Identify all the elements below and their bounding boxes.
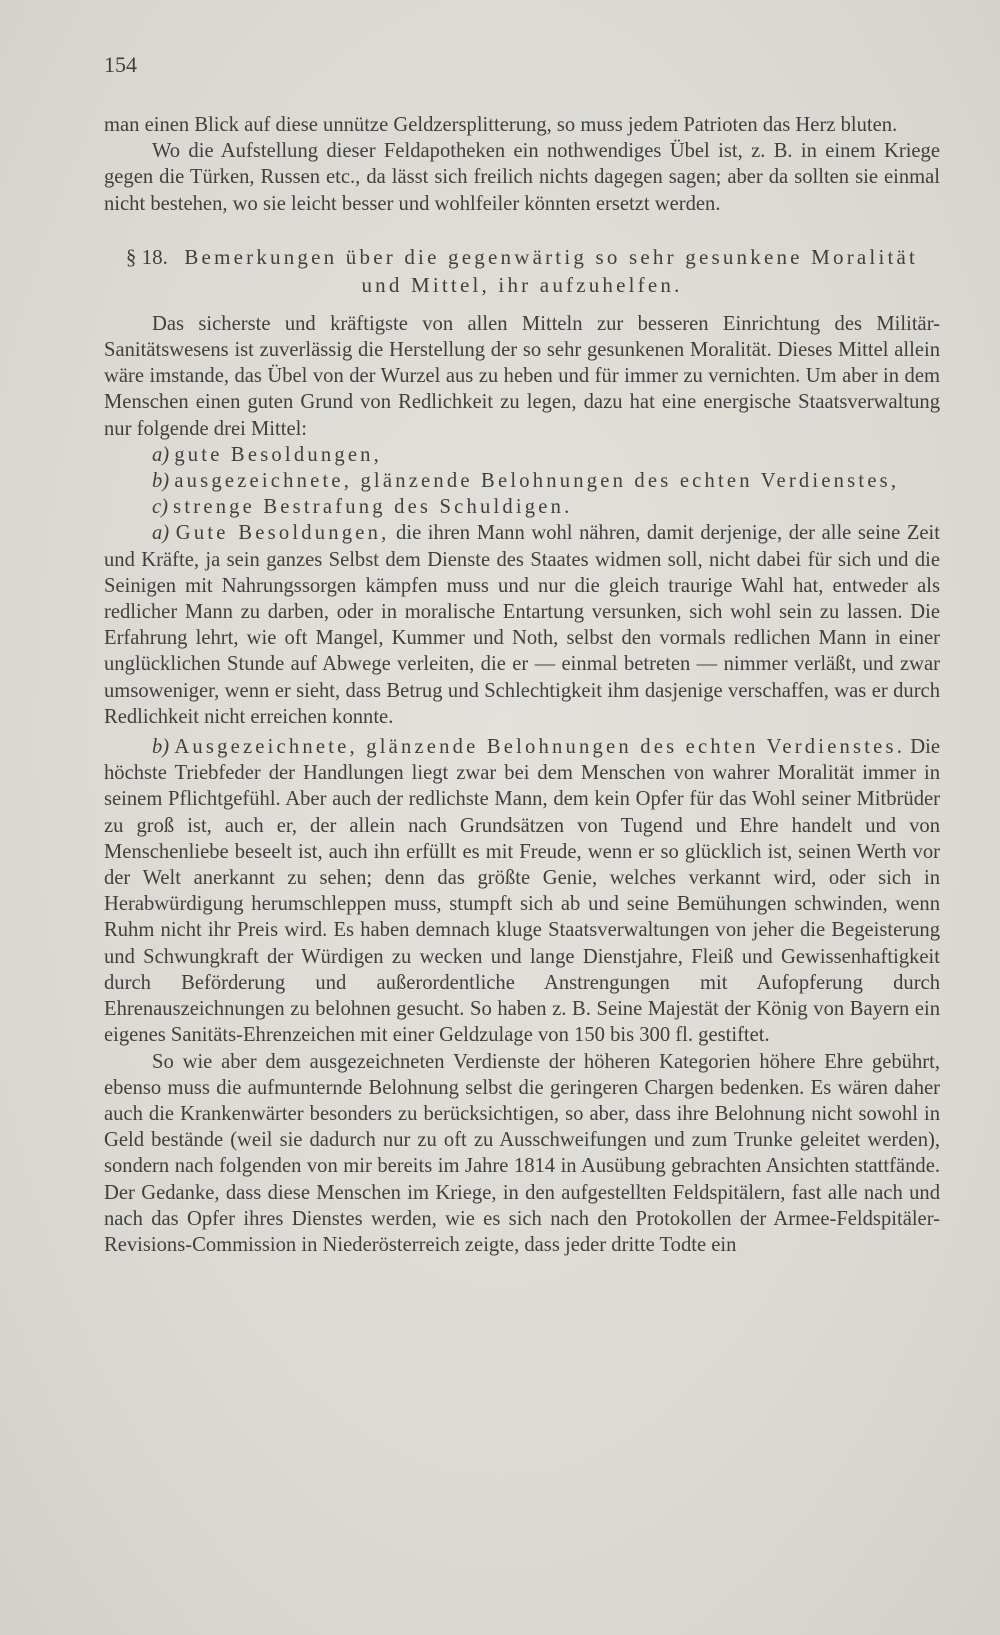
paragraph-lead: Ausgezeichnete, glänzende Belohnungen des echten Verdienstes. bbox=[174, 736, 906, 759]
page-number: 154 bbox=[104, 52, 137, 77]
paragraph-krankenwaerter: So wie aber dem ausgezeichneten Verdienste der höheren Kategorien höhere Ehre gebührt, ebenso muss die aufmunternde Belohnung selbst die geringeren Chargen bedenken. Es wären daher auch die Krankenwärter besonders zu berücksichtigen, so aber, dass ihre Belohnung nicht sowohl in Geld bestände (weil sie dadurch nur zu oft zu Ausschweifungen und zum Trunke geleitet werden), sondern nach folgenden von mir bereits im Jahre 1814 in Ausübung gebrachten Ansichten stattfände. Der Gedanke, dass diese Menschen im Kriege, in den aufgestellten Feldspitälern, fast alle nach und nach das Opfer ihres Dienstes werden, wie es sich nach den Protokollen der Armee-Feldspitäler-Revisions-Commission in Niederösterreich zeigte, dass jeder dritte Todte ein bbox=[104, 1050, 940, 1256]
list-item bbox=[104, 468, 940, 494]
list-text: strenge Bestrafung des Schuldigen. bbox=[173, 496, 573, 519]
paragraph-continuation: man einen Blick auf diese unnütze Geldzersplitterung, so muss jedem Patrioten das Herz bluten. bbox=[104, 114, 898, 136]
list-label: a) bbox=[152, 443, 170, 466]
section-heading bbox=[104, 243, 940, 299]
paragraph-text: die ihren Mann wohl nähren, damit derjenige, der alle seine Zeit und Kräfte, ja sein ganzes Selbst dem Dienste des Staates widmen soll, nicht dabei für sich und die Seinigen mit Nahrungssorgen kämpfen muss und nur die gleich traurige Wahl hat, entweder als redlicher Mann zu darben, oder in moralische Entartung versunken, sich wohl sein zu lassen. Die Erfahrung lehrt, wie oft Mangel, Kummer und Noth, selbst den vormals redlichen Mann in einer unglücklichen Stunde auf Abwege verleiten, die er — einmal betreten — nimmer verläßt, und zwar umsoweniger, wenn er sieht, dass Betrug und Schlechtigkeit ihm dasjenige verschaffen, was er durch Redlichkeit nicht erreichen konnte. bbox=[104, 522, 940, 728]
paragraph-label: b) bbox=[152, 736, 170, 759]
paragraph-besoldungen bbox=[104, 520, 940, 730]
paragraph-intro: Das sicherste und kräftigste von allen Mitteln zur besseren Einrichtung des Militär-Sanitätswesens ist zuverlässig die Herstellung der so sehr gesunkenen Moralität. Dieses Mittel allein wäre imstande, das Übel von der Wurzel aus zu heben und für immer zu vernichten. Um aber in dem Menschen einen guten Grund von Redlichkeit zu legen, dazu hat eine energische Staatsverwaltung nur folgende drei Mittel: bbox=[104, 312, 940, 440]
paragraph-text: Die höchste Triebfeder der Handlungen liegt zwar bei dem Menschen von wahrer Moralität immer in seinem Pflichtgefühl. Aber auch der redlichste Mann, dem kein Opfer für das Wohl seiner Mitbrüder zu groß ist, auch er, der allein nach Grundsätzen von Tugend und Ehre handelt und von Menschenliebe beseelt ist, auch ihn erfüllt es mit Freude, wenn er so glücklich ist, seinen Werth vor der Welt anerkannt zu sehen; denn das größte Genie, welches verkannt wird, oder sich in Herabwürdigung herumschleppen muss, stumpft sich ab und seine Bemühungen schwinden, wenn Ruhm nicht ihr Preis wird. Es haben demnach kluge Staatsverwaltungen von jeher die Begeisterung und Schwungkraft der Würdigen zu wecken und lange Dienstjahre, Fleiß und Gewissenhaftigkeit durch Beförderung und außerordentliche Anstrengungen mit Aufopferung durch Ehrenauszeichnungen zu belohnen gesucht. So haben z. B. Seine Majestät der König von Bayern ein eigenes Sanitäts-Ehrenzeichen mit einer Geldzulage von 150 bis 300 fl. gestiftet. bbox=[104, 736, 940, 1047]
body-text bbox=[104, 112, 940, 1258]
list-text: ausgezeichnete, glänzende Belohnungen des echten Verdienstes, bbox=[174, 470, 900, 493]
list-text: gute Besoldungen, bbox=[174, 443, 382, 466]
list-item bbox=[104, 442, 940, 468]
paragraph-belohnungen bbox=[104, 734, 940, 1048]
list-label: b) bbox=[152, 470, 170, 493]
section-title: Bemerkungen über die gegenwärtig so sehr gesunkene Moralität und Mittel, ihr aufzuhelfen. bbox=[184, 244, 919, 297]
list-item bbox=[104, 494, 940, 520]
list-label: c) bbox=[152, 496, 168, 519]
paragraph-feldapotheken: Wo die Aufstellung dieser Feldapotheken ein nothwendiges Übel ist, z. B. in einem Kriege gegen die Türken, Russen etc., da lässt sich freilich nichts dagegen sagen; aber da sollten sie einmal nicht bestehen, wo sie leicht besser und wohlfeiler könnten ersetzt werden. bbox=[104, 140, 940, 215]
paragraph-label: a) bbox=[152, 522, 170, 545]
section-number: § 18. bbox=[125, 244, 168, 269]
paragraph-lead: Gute Besoldungen, bbox=[175, 522, 390, 545]
